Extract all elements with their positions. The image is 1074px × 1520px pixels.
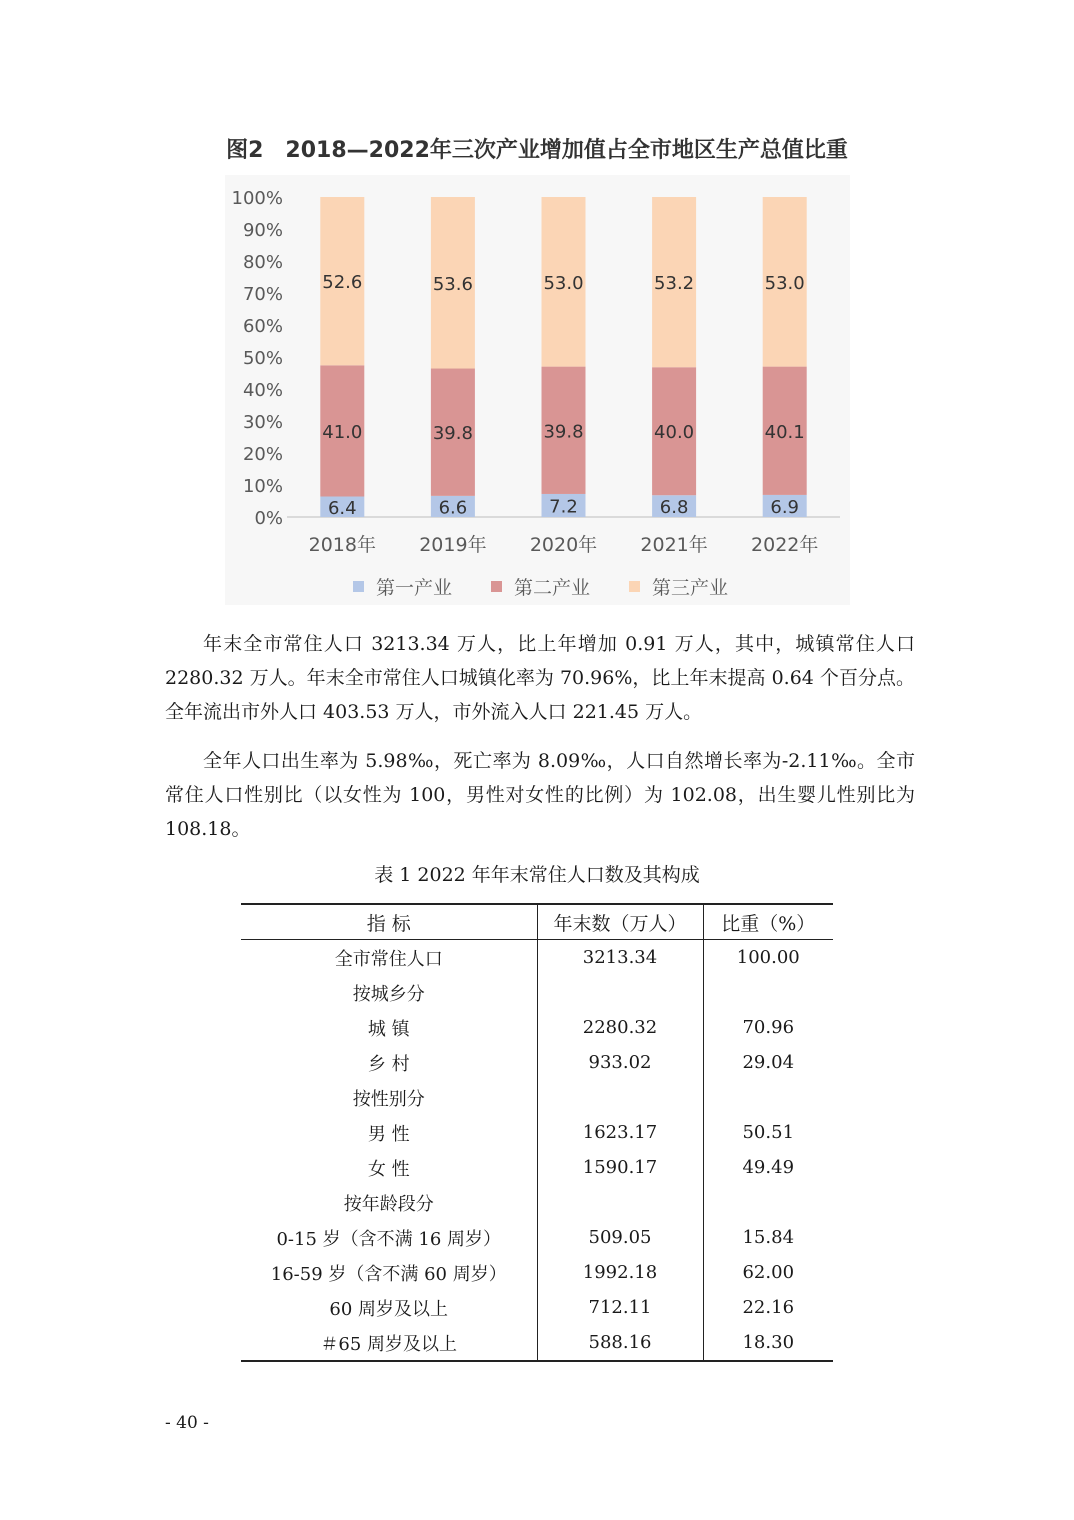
data-label: 6.6 — [438, 497, 468, 519]
legend-swatch — [491, 581, 502, 592]
cell-indicator: 全市常住人口 — [334, 948, 443, 970]
table-row — [241, 1325, 833, 1361]
cell-count: 509.05 — [537, 1220, 703, 1255]
cell-share — [703, 975, 833, 1010]
y-tick-label: 30% — [242, 412, 283, 433]
y-tick-label: 50% — [242, 348, 283, 369]
cell-indicator: 城 镇 — [367, 1018, 410, 1040]
x-tick-label: 2022年 — [751, 534, 819, 556]
legend-label: 第一产业 — [376, 577, 453, 599]
header-share: 比重（%） — [703, 904, 833, 940]
page-number: - 40 - — [165, 1413, 209, 1433]
legend-label: 第三产业 — [652, 577, 729, 599]
cell-indicator: 16-59 岁（含不满 60 周岁） — [270, 1263, 507, 1285]
paragraph-birth-rate: 全年人口出生率为 5.98‰，死亡率为 8.09‰，人口自然增长率为-2.11‰。全市常住人口性别比（以女性为 100，男性对女性的比例）为 102.08，出生婴儿性别比为 108.18。 — [165, 750, 915, 840]
table-row — [241, 1150, 833, 1185]
data-label: 52.6 — [322, 272, 363, 294]
data-label: 41.0 — [322, 421, 363, 443]
cell-count: 1590.17 — [537, 1150, 703, 1185]
table-caption: 表 1 2022 年年末常住人口数及其构成 — [374, 864, 700, 886]
table-row — [241, 1255, 833, 1290]
cell-indicator: 男 性 — [367, 1123, 410, 1145]
data-label: 39.8 — [543, 421, 584, 443]
cell-count: 2280.32 — [537, 1010, 703, 1045]
header-indicator: 指 标 — [241, 904, 537, 940]
cell-share: 18.30 — [703, 1325, 833, 1361]
data-label: 6.4 — [327, 497, 357, 519]
cell-share: 15.84 — [703, 1220, 833, 1255]
cell-count — [537, 1185, 703, 1220]
y-tick-label: 20% — [242, 444, 283, 465]
x-tick-label: 2021年 — [640, 534, 708, 556]
cell-share: 49.49 — [703, 1150, 833, 1185]
data-label: 6.9 — [770, 496, 800, 518]
cell-count: 712.11 — [537, 1290, 703, 1325]
header-year-end-count: 年末数（万人） — [537, 904, 703, 940]
cell-indicator: 60 周岁及以上 — [329, 1298, 449, 1320]
cell-share — [703, 1185, 833, 1220]
x-tick-label: 2020年 — [529, 534, 598, 556]
cell-indicator: 按性别分 — [352, 1088, 425, 1110]
data-label: 40.1 — [764, 421, 805, 443]
stacked-bar-chart — [225, 175, 850, 605]
y-tick-label: 0% — [254, 508, 283, 529]
y-tick-label: 90% — [242, 220, 283, 241]
cell-count: 933.02 — [537, 1045, 703, 1080]
legend-label: 第二产业 — [514, 577, 591, 599]
y-tick-label: 70% — [242, 284, 283, 305]
figure-title: 图2 2018—2022年三次产业增加值占全市地区生产总值比重 — [226, 138, 848, 163]
legend-swatch — [353, 581, 364, 592]
cell-share: 62.00 — [703, 1255, 833, 1290]
x-tick-label: 2018年 — [308, 534, 376, 556]
cell-share: 70.96 — [703, 1010, 833, 1045]
table-row — [241, 940, 833, 976]
x-tick-label: 2019年 — [419, 534, 487, 556]
data-label: 53.2 — [654, 273, 695, 295]
cell-share: 22.16 — [703, 1290, 833, 1325]
data-label: 40.0 — [654, 422, 695, 444]
cell-count — [537, 1080, 703, 1115]
data-label: 53.0 — [764, 272, 805, 294]
cell-indicator: 按城乡分 — [352, 983, 425, 1005]
table-row — [241, 1185, 833, 1220]
cell-indicator: ＃65 周岁及以上 — [241, 1325, 537, 1361]
table-row — [241, 1045, 833, 1080]
cell-indicator: 乡 村 — [367, 1053, 410, 1075]
y-tick-label: 100% — [231, 188, 283, 209]
cell-indicator: 按年龄段分 — [343, 1193, 434, 1215]
cell-count: 588.16 — [537, 1325, 703, 1361]
y-tick-label: 60% — [242, 316, 283, 337]
cell-share — [703, 1080, 833, 1115]
table-row — [241, 1290, 833, 1325]
y-tick-label: 80% — [242, 252, 283, 273]
cell-count: 1623.17 — [537, 1115, 703, 1150]
data-label: 7.2 — [549, 496, 578, 518]
y-tick-label: 10% — [242, 476, 283, 497]
data-label: 6.8 — [659, 497, 689, 519]
cell-indicator: 0-15 岁（含不满 16 周岁） — [276, 1228, 501, 1250]
table-header-row — [241, 904, 833, 940]
cell-share: 50.51 — [703, 1115, 833, 1150]
data-label: 53.0 — [543, 272, 584, 294]
table-row — [241, 975, 833, 1010]
table-row — [241, 1115, 833, 1150]
cell-count: 3213.34 — [537, 940, 703, 976]
cell-share: 100.00 — [703, 940, 833, 976]
cell-count — [537, 975, 703, 1010]
table-row — [241, 1080, 833, 1115]
legend-swatch — [629, 581, 640, 592]
table-row — [241, 1010, 833, 1045]
paragraph-population: 年末全市常住人口 3213.34 万人，比上年增加 0.91 万人，其中，城镇常住人口 2280.32 万人。年末全市常住人口城镇化率为 70.96%，比上年末提高 0.64 个百分点。全年流出市外人口 403.53 万人，市外流入人口 221.45 万人。 — [165, 633, 915, 723]
cell-share: 29.04 — [703, 1045, 833, 1080]
data-label: 53.6 — [432, 273, 473, 295]
data-label: 39.8 — [432, 423, 473, 445]
cell-count: 1992.18 — [537, 1255, 703, 1290]
cell-indicator: 女 性 — [367, 1158, 410, 1180]
population-table — [241, 903, 833, 1362]
table-row — [241, 1220, 833, 1255]
y-tick-label: 40% — [242, 380, 283, 401]
